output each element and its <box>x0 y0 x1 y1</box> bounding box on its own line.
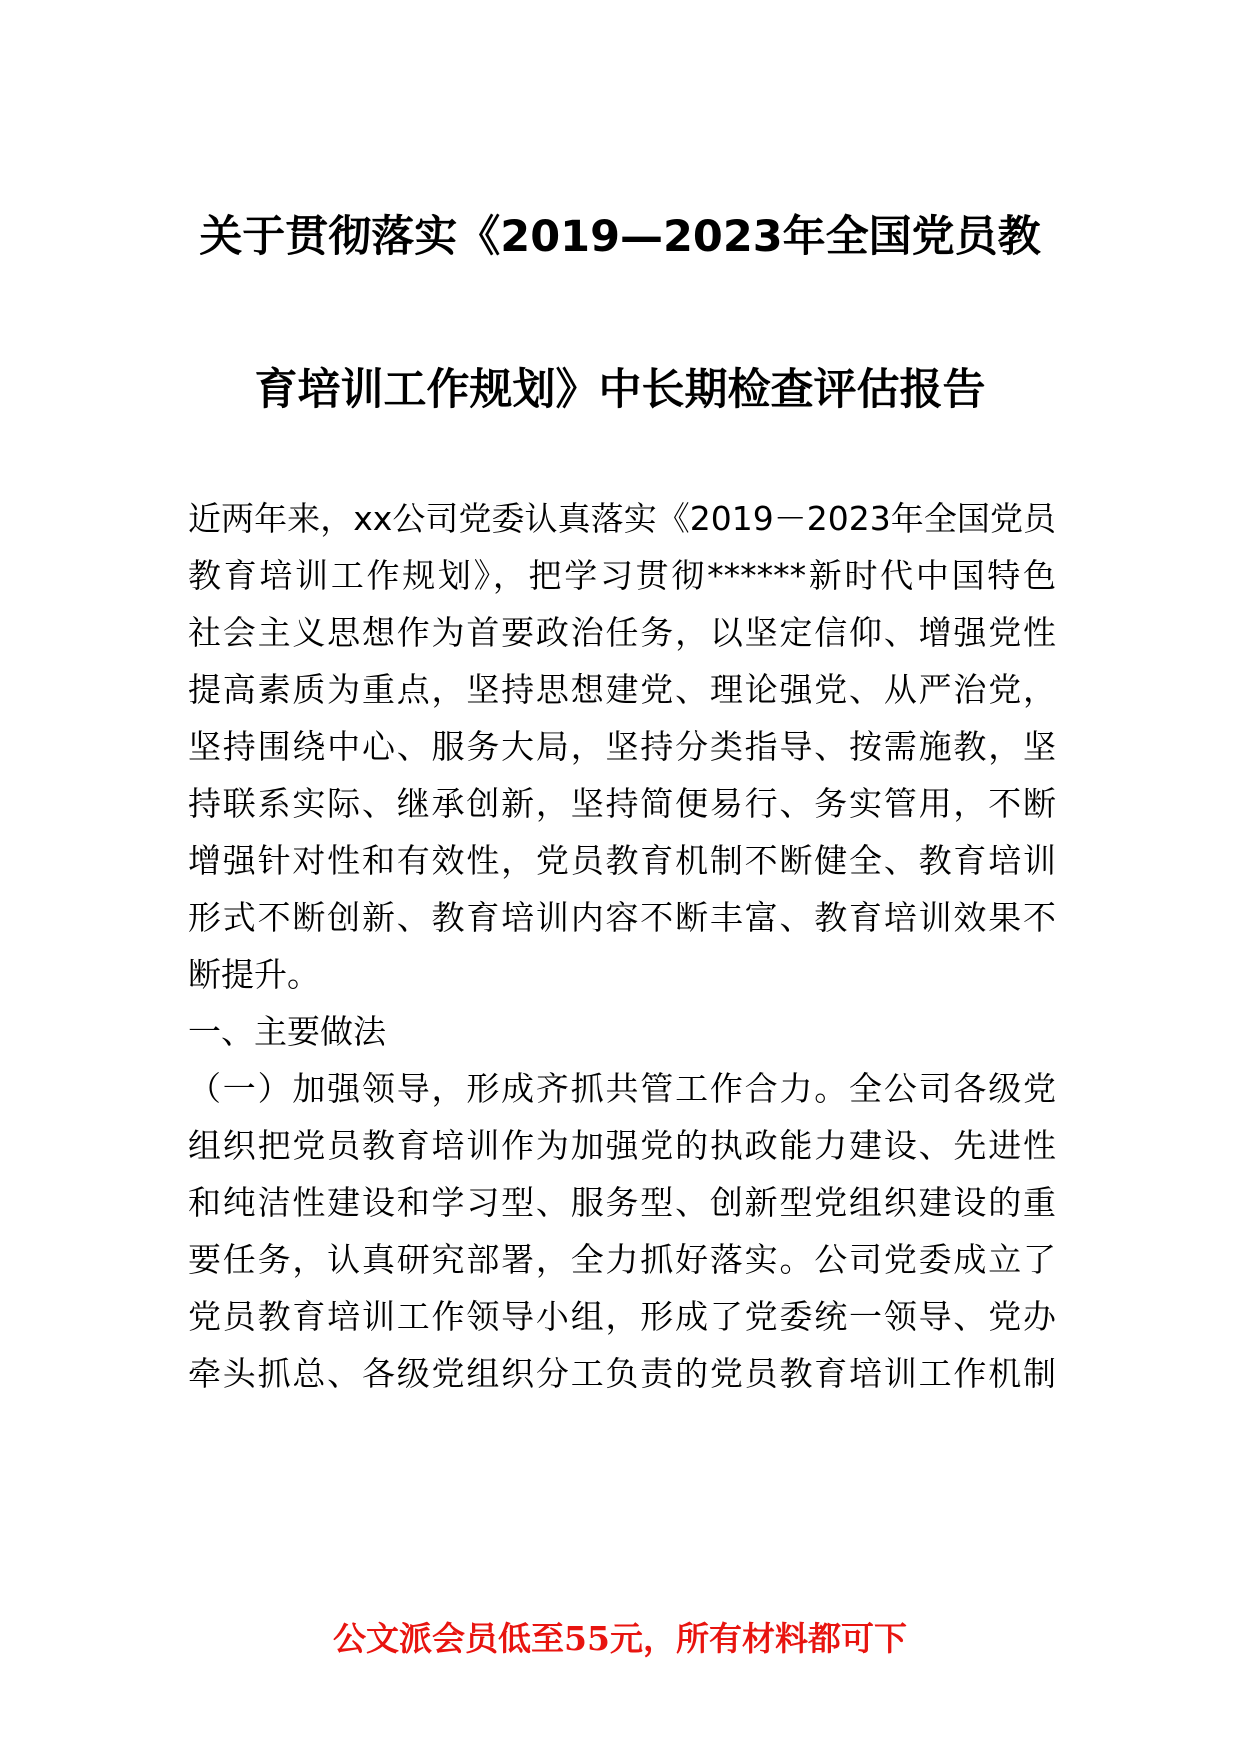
body-line-2: 教育培训工作规划》，把学习贯彻******新时代中国特色 <box>188 556 1056 595</box>
body-line-3: 社会主义思想作为首要政治任务，以坚定信仰、增强党性 <box>188 613 1056 652</box>
body-line-16: 牵头抓总、各级党组织分工负责的党员教育培训工作机制 <box>188 1354 1056 1393</box>
body-line-15: 党员教育培训工作领导小组，形成了党委统一领导、党办 <box>188 1297 1056 1336</box>
body-line-14: 要任务，认真研究部署，全力抓好落实。公司党委成立了 <box>188 1240 1056 1279</box>
title-line-1: 关于贯彻落实《2019—2023年全国党员教 <box>199 212 1041 262</box>
body-line-5: 坚持围绕中心、服务大局，坚持分类指导、按需施教，坚 <box>188 727 1056 766</box>
body-line-11: （一）加强领导，形成齐抓共管工作合力。全公司各级党 <box>188 1069 1056 1108</box>
body-line-6: 持联系实际、继承创新，坚持简便易行、务实管用，不断 <box>188 784 1056 823</box>
body-line-12: 组织把党员教育培训作为加强党的执政能力建设、先进性 <box>188 1126 1056 1165</box>
section-heading: 一、主要做法 <box>188 1012 386 1051</box>
title-line-2: 育培训工作规划》中长期检查评估报告 <box>254 365 986 415</box>
body-line-4: 提高素质为重点，坚持思想建党、理论强党、从严治党， <box>188 670 1056 709</box>
body-line-7: 增强针对性和有效性，党员教育机制不断健全、教育培训 <box>188 841 1056 880</box>
body-line-9: 断提升。 <box>188 955 320 994</box>
footer-promo-note: 公文派会员低至55元，所有材料都可下 <box>333 1619 907 1658</box>
body-line-13: 和纯洁性建设和学习型、服务型、创新型党组织建设的重 <box>188 1183 1056 1222</box>
body-line-1: 近两年来，xx公司党委认真落实《2019－2023年全国党员 <box>188 499 1056 538</box>
body-line-8: 形式不断创新、教育培训内容不断丰富、教育培训效果不 <box>188 898 1056 937</box>
